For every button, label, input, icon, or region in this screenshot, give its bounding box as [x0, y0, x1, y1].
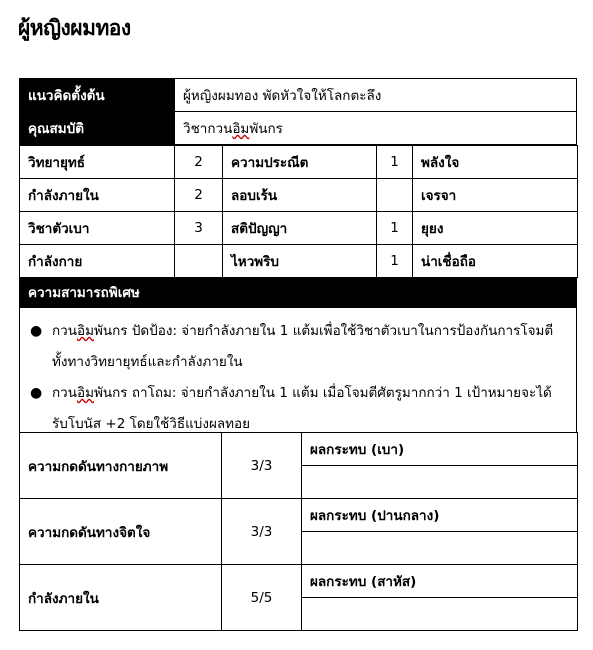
stat-value[interactable]: 2 [175, 179, 223, 212]
quality-value-rest: พันกร [249, 121, 283, 137]
effect-label: ผลกระทบ (สาหัส) [302, 565, 578, 598]
stat-label: วิชาตัวเบา [20, 212, 175, 245]
special-heading: ความสามารถพิเศษ [19, 278, 577, 308]
pressure-label: กำลังภายใน [20, 565, 222, 631]
stats-table [19, 145, 578, 278]
pressure-label: ความกดดันทางกายภาพ [20, 433, 222, 499]
stat-value[interactable]: 3 [175, 212, 223, 245]
quality-value-squiggle: อิม [232, 121, 250, 137]
stat-value[interactable]: 1 [377, 245, 413, 278]
list-item [30, 378, 566, 440]
pressure-label: ความกดดันทางจิตใจ [20, 499, 222, 565]
stat-label: พลังใจ [413, 146, 578, 179]
special-item-text[interactable]: กวนอิมพันกร ปัดป้อง: จ่ายกำลังภายใน 1 แต้มเพื่อใช้วิชาตัวเบาในการป้องกันการโจมตีทั้งทางวิทยายุทธ์และกำลังภายใน [52, 323, 554, 370]
pressure-value[interactable]: 3/3 [222, 433, 302, 499]
pressure-value[interactable]: 3/3 [222, 499, 302, 565]
stat-label: วิทยายุทธ์ [20, 146, 175, 179]
stat-value[interactable]: 2 [175, 146, 223, 179]
stats-row [20, 245, 578, 278]
stat-value[interactable] [377, 179, 413, 212]
stat-label: กำลังกาย [20, 245, 175, 278]
bullet-icon: ● [30, 323, 43, 339]
concept-label: แนวคิดตั้งต้น [20, 79, 175, 112]
effect-input[interactable] [302, 466, 578, 499]
stat-value[interactable]: 1 [377, 212, 413, 245]
stat-label: ความประณีต [223, 146, 377, 179]
effect-input[interactable] [302, 598, 578, 631]
pressure-table [19, 432, 578, 631]
character-sheet [19, 78, 577, 631]
pressure-value[interactable]: 5/5 [222, 565, 302, 631]
stat-label: ไหวพริบ [223, 245, 377, 278]
stat-label: เจรจา [413, 179, 578, 212]
special-list [19, 308, 577, 432]
stats-row [20, 146, 578, 179]
quality-label: คุณสมบัติ [20, 112, 175, 145]
effect-input[interactable] [302, 532, 578, 565]
page-title: ผู้หญิงผมทอง [18, 16, 131, 40]
list-item [30, 316, 566, 378]
effect-label: ผลกระทบ (ปานกลาง) [302, 499, 578, 532]
stat-label: สติปัญญา [223, 212, 377, 245]
stat-label: ยุยง [413, 212, 578, 245]
stat-value[interactable] [175, 245, 223, 278]
stat-label: กำลังภายใน [20, 179, 175, 212]
quality-value[interactable] [175, 112, 577, 145]
header-table [19, 78, 577, 145]
special-item-text[interactable]: กวนอิมพันกร ถาโถม: จ่ายกำลังภายใน 1 แต้ม เมื่อโจมตีศัตรูมากกว่า 1 เป้าหมายจะได้รับโบนัส +2 โดยใช้วิธีแบ่งผลทอย [52, 385, 552, 432]
effect-label: ผลกระทบ (เบา) [302, 433, 578, 466]
stats-row [20, 179, 578, 212]
stat-value[interactable]: 1 [377, 146, 413, 179]
stat-label: น่าเชื่อถือ [413, 245, 578, 278]
bullet-icon: ● [30, 385, 43, 401]
quality-value-lead: วิชากวน [183, 121, 233, 137]
concept-value[interactable]: ผู้หญิงผมทอง พัดหัวใจให้โลกตะลึง [175, 79, 577, 112]
stats-row [20, 212, 578, 245]
stat-label: ลอบเร้น [223, 179, 377, 212]
